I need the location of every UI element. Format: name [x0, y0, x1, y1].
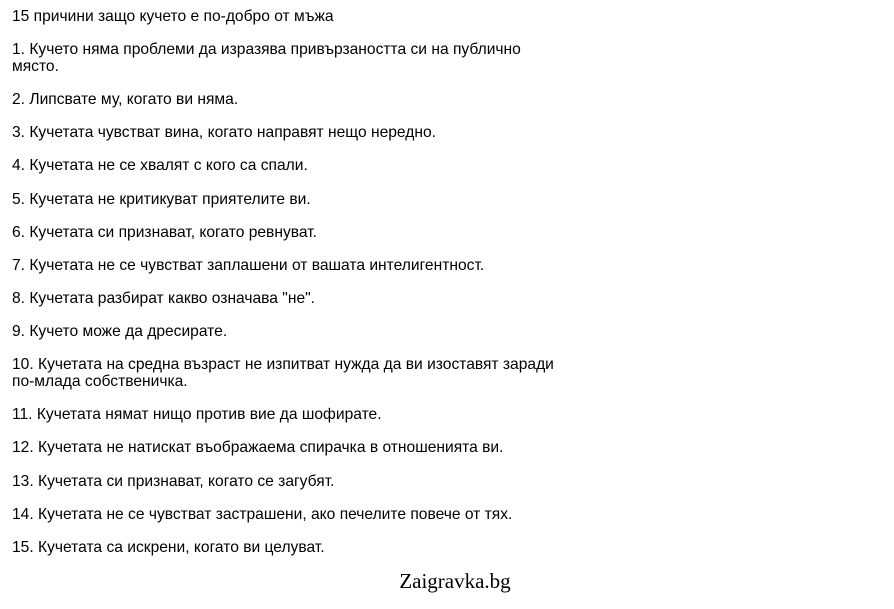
reason-item: 4. Кучетата не се хвалят с кого са спали. [12, 157, 308, 175]
reason-item: 7. Кучетата не се чувстват заплашени от вашата интелигентност. [12, 256, 485, 274]
reason-item: 2. Липсвате му, когато ви няма. [12, 90, 239, 108]
reason-item: 9. Кучето може да дресирате. [12, 323, 228, 341]
reason-item: 12. Кучетата не натискат въображаема спирачка в отношенията ви. [12, 439, 504, 457]
reason-item: 13. Кучетата си признават, когато се загубят. [12, 472, 335, 490]
reason-item: 10. Кучетата на средна възраст не изпитват нужда да ви изоставят заради по-млада собственичка. [12, 356, 554, 391]
site-watermark: Zaigravka.bg [399, 569, 511, 593]
reason-item: 11. Кучетата нямат нищо против вие да шофирате. [12, 406, 382, 424]
reason-item: 3. Кучетата чувстват вина, когато направят нещо нередно. [12, 124, 436, 142]
reason-item: 5. Кучетата не критикуват приятелите ви. [12, 190, 311, 208]
reason-item: 8. Кучетата разбират какво означава "не". [12, 290, 315, 308]
reasons-list [12, 42, 557, 556]
document-body [12, 9, 557, 573]
reason-item: 1. Кучето няма проблеми да изразява привързаността си на публично място. [12, 41, 521, 75]
document-title: 15 причини защо кучето е по-добро от мъжа [12, 8, 334, 25]
reason-item: 15. Кучетата са искрени, когато ви целуват. [12, 539, 325, 556]
reason-item: 6. Кучетата си признават, когато ревнуват. [12, 223, 317, 241]
reason-item: 14. Кучетата не се чувстват застрашени, ако печелите повече от тях. [12, 505, 513, 523]
